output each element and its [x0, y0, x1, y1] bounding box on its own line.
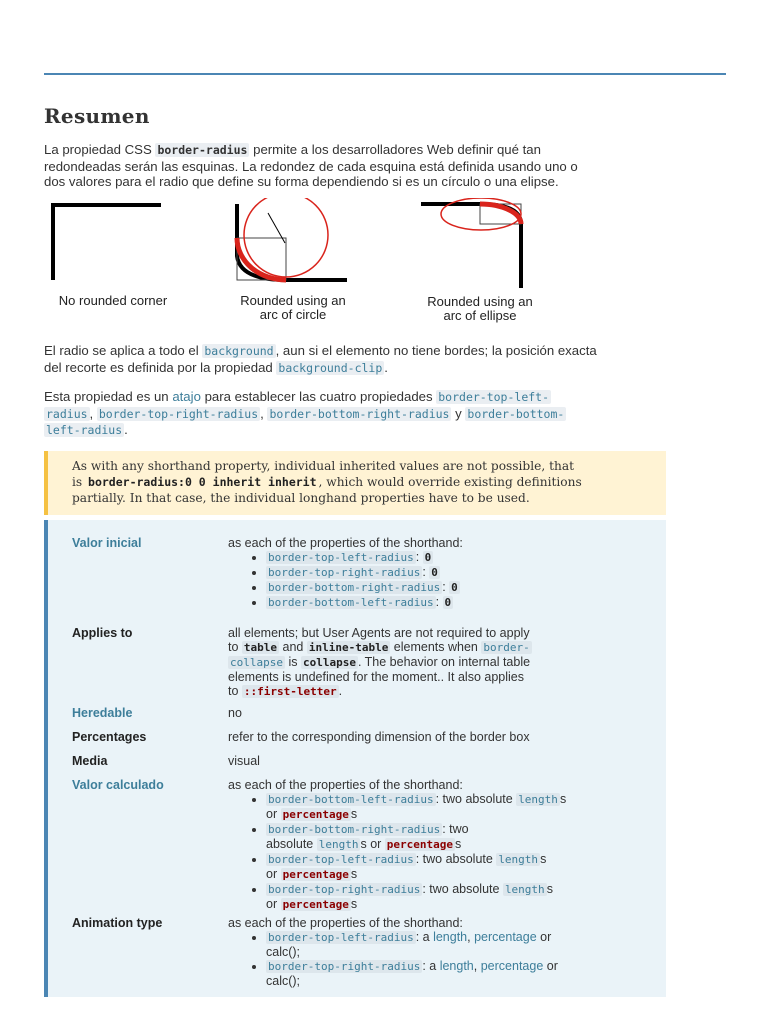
- list-item: • border-top-left-radius : two absolute length s or percentage s: [266, 852, 628, 882]
- code-border-bottom-left-radius[interactable]: border-bottom-: [467, 406, 565, 421]
- list-item: • border-top-right-radius : two absolute length s or percentage s: [266, 882, 628, 912]
- ellipse-corner-border: [421, 204, 521, 288]
- code-border-top-right-radius[interactable]: border-top-right-radius: [98, 406, 259, 421]
- label-initial-value[interactable]: Valor inicial: [72, 536, 142, 550]
- square-corner: [53, 205, 161, 280]
- animation-list: [228, 930, 628, 988]
- label-media: Media: [72, 754, 108, 768]
- ellipse-arc: [480, 204, 521, 224]
- list-item: • border-top-right-radius : a length, percentage or calc();: [266, 959, 628, 988]
- list-item: • border-bottom-right-radius : 0: [266, 580, 628, 595]
- value-computed: as each of the properties of the shorthand: • border-bottom-left-radius : two absolute length s or percentage s • border-bottom-right-radius : two absolute length s or percentage s • border-top-left-radius : two absolute length s or percentage s • border-top-right-radius : two absolute length s or percentage s: [228, 778, 628, 912]
- figure-drawing: [40, 198, 660, 298]
- list-item: • border-bottom-left-radius : 0: [266, 595, 628, 610]
- computed-list: [228, 792, 628, 912]
- code-border-bottom-right-radius[interactable]: border-bottom-right-radius: [269, 406, 450, 421]
- code-first-letter[interactable]: ::first-letter: [243, 685, 337, 698]
- shorthand-note: As with any shorthand property, individual inherited values are not possible, that is border-radius:0 0 inherit inherit , which would override existing definitions partially. In that case, the individual longhand properties have to be used.: [44, 451, 666, 515]
- value-initial: as each of the properties of the shorthand: • border-top-left-radius : 0 • border-top-right-radius : 0 • border-bottom-right-radius : 0 • border-bottom-left-radius : 0: [228, 536, 628, 610]
- value-applies-to: all elements; but User Agents are not required to apply to table and inline-table elements when border- collapse is collapse . The behavior on internal table elements is undefined for the moment.. It also applies to ::first-letter .: [228, 626, 531, 698]
- caption-ellipse: Rounded using an arc of ellipse: [427, 294, 533, 323]
- list-item: • border-top-left-radius : 0: [266, 550, 628, 565]
- code-border-radius: border-radius: [157, 143, 248, 157]
- initial-list: [228, 550, 628, 610]
- label-applies-to: Applies to: [72, 626, 133, 640]
- shorthand-paragraph: Esta propiedad es un atajo para establecer las cuatro propiedades border-top-left- radius , border-top-right-radius , border-bottom-right-radius y border-bottom- left-radius .: [44, 389, 565, 437]
- list-item: • border-bottom-right-radius : two absolute length s or percentage s: [266, 822, 628, 852]
- code-border-collapse[interactable]: border-: [483, 641, 530, 654]
- code-border-top-left-radius[interactable]: border-top-left-: [438, 390, 550, 404]
- code-background-clip[interactable]: background-clip: [278, 360, 383, 375]
- code-border-collapse-cont[interactable]: collapse: [230, 656, 283, 669]
- link-atajo[interactable]: atajo: [172, 389, 201, 404]
- list-item: • border-top-right-radius : 0: [266, 565, 628, 580]
- value-inherited: no: [228, 706, 242, 720]
- code-border-top-left-radius-cont[interactable]: radius: [46, 406, 88, 421]
- intro-paragraph: La propiedad CSS border-radius permite a los desarrolladores Web definir qué tan redondeadas serán las esquinas. La redondez de cada esquina está definida usando uno o dos valores para el radio que define su forma dependiendo si es un círculo o una elipse.: [44, 142, 578, 189]
- list-item: • border-top-left-radius : a length, percentage or calc();: [266, 930, 628, 959]
- label-animation-type: Animation type: [72, 916, 163, 930]
- properties-table: [44, 520, 666, 997]
- value-media: visual: [228, 754, 260, 768]
- page-title: Resumen: [44, 104, 150, 128]
- label-percentages: Percentages: [72, 730, 147, 744]
- value-percentages: refer to the corresponding dimension of the border box: [228, 730, 530, 744]
- top-divider: [44, 73, 726, 75]
- caption-circle: Rounded using an arc of circle: [240, 293, 346, 322]
- value-animation-type: as each of the properties of the shorthand: • border-top-left-radius : a length, percentage or calc(); • border-top-right-radius : a length, percentage or calc();: [228, 916, 628, 988]
- radius-paragraph: El radio se aplica a todo el background , aun si el elemento no tiene bordes; la posición exacta del recorte es definida por la propiedad background-clip .: [44, 343, 597, 375]
- label-computed-value[interactable]: Valor calculado: [72, 778, 164, 792]
- code-border-bottom-left-radius-cont[interactable]: left-radius: [46, 423, 123, 437]
- border-radius-figure: [40, 198, 660, 328]
- code-background[interactable]: background: [204, 344, 274, 358]
- caption-no-rounded: No rounded corner: [58, 293, 168, 308]
- label-inherited[interactable]: Heredable: [72, 706, 133, 720]
- list-item: • border-bottom-left-radius : two absolute length s or percentage s: [266, 792, 628, 822]
- note-code: border-radius:0 0 inherit inherit: [88, 475, 317, 489]
